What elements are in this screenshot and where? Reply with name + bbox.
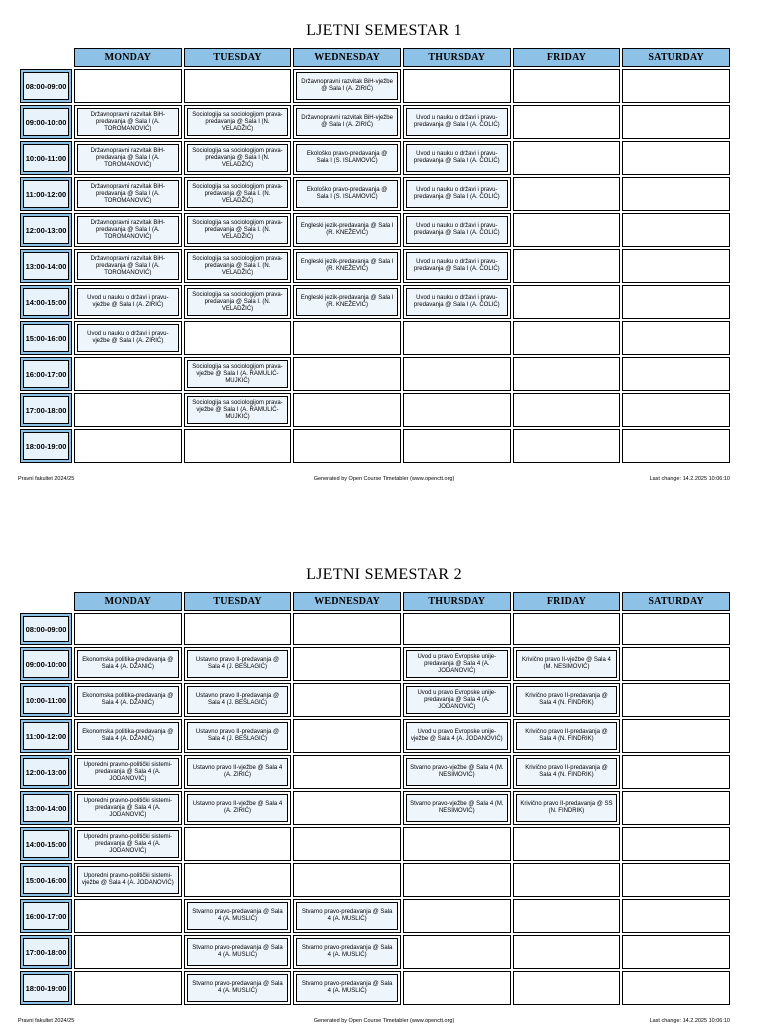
schedule-cell <box>293 613 401 645</box>
schedule-cell <box>403 105 511 139</box>
schedule-cell <box>293 105 401 139</box>
schedule-cell <box>513 647 621 681</box>
class-event: Uvod u nauku o državi i pravu-predavanja @ Sala I (A. ČOLIĆ) <box>406 252 508 280</box>
day-header-tuesday: TUESDAY <box>184 48 292 67</box>
time-cell <box>20 141 72 175</box>
time-cell <box>20 69 72 103</box>
schedule-cell <box>622 177 730 211</box>
time-label: 09:00-10:00 <box>23 650 69 678</box>
schedule-cell <box>184 141 292 175</box>
time-cell <box>20 863 72 897</box>
class-event: Stvarno pravo-predavanja @ Sala 4 (A. MUSLIĆ) <box>296 902 398 930</box>
time-label: 16:00-17:00 <box>23 902 69 930</box>
time-label: 14:00-15:00 <box>23 830 69 858</box>
class-event: Državnopravni razvitak BiH-predavanja @ Sala I (A. TOROMANOVIĆ) <box>77 216 179 244</box>
time-slot-row <box>20 719 730 753</box>
day-header-wednesday: WEDNESDAY <box>293 592 401 611</box>
time-slot-row <box>20 647 730 681</box>
schedule-cell <box>74 141 182 175</box>
time-slot-row <box>20 935 730 969</box>
schedule-cell <box>513 105 621 139</box>
class-event: Uporedni pravno-politički sistemi-predavanja @ Sala 4 (A. JODANOVIĆ) <box>77 794 179 822</box>
day-header-friday: FRIDAY <box>513 48 621 67</box>
class-event: Državnopravni razvitak BiH-vježbe @ Sala I (A. ZIRIĆ) <box>296 108 398 136</box>
time-label: 18:00-19:00 <box>23 974 69 1002</box>
schedule-cell <box>513 613 621 645</box>
time-cell <box>20 719 72 753</box>
time-cell <box>20 393 72 427</box>
day-header-friday: FRIDAY <box>513 592 621 611</box>
time-cell <box>20 935 72 969</box>
semester-1-page <box>0 0 768 500</box>
schedule-cell <box>513 827 621 861</box>
class-event: Uvod u nauku o državi i pravu-predavanja @ Sala I (A. ČOLIĆ) <box>406 144 508 172</box>
schedule-cell <box>184 177 292 211</box>
schedule-cell <box>184 393 292 427</box>
schedule-cell <box>184 683 292 717</box>
class-event: Uvod u pravo Evropske unije-predavanja @ Sala 4 (A. JODANOVIĆ) <box>406 686 508 714</box>
time-slot-row <box>20 683 730 717</box>
time-label: 11:00-12:00 <box>23 180 69 208</box>
semester-title: LJETNI SEMESTAR 1 <box>306 22 462 39</box>
class-event: Engleski jezik-predavanja @ Sala I (R. KNEŽEVIĆ) <box>296 288 398 316</box>
time-slot-row <box>20 177 730 211</box>
class-event: Stvarno pravo-predavanja @ Sala 4 (A. MUSLIĆ) <box>187 938 289 966</box>
class-event: Državnopravni razvitak BiH-predavanja @ Sala I (A. TOROMANOVIĆ) <box>77 108 179 136</box>
schedule-cell <box>74 357 182 391</box>
schedule-cell <box>403 285 511 319</box>
time-cell <box>20 755 72 789</box>
schedule-cell <box>74 647 182 681</box>
schedule-cell <box>293 755 401 789</box>
time-label: 12:00-13:00 <box>23 758 69 786</box>
schedule-cell <box>184 105 292 139</box>
schedule-cell <box>622 827 730 861</box>
schedule-cell <box>184 755 292 789</box>
schedule-cell <box>74 613 182 645</box>
class-event: Krivično pravo II-predavanja @ Sala 4 (N. FINDRIK) <box>516 722 618 750</box>
time-cell <box>20 683 72 717</box>
time-label: 17:00-18:00 <box>23 938 69 966</box>
time-label: 16:00-17:00 <box>23 360 69 388</box>
schedule-cell <box>74 177 182 211</box>
schedule-cell <box>513 321 621 355</box>
schedule-cell <box>622 285 730 319</box>
time-slot-row <box>20 393 730 427</box>
footer-left: Pravni fakultet 2024/25 <box>18 476 75 482</box>
schedule-cell <box>622 755 730 789</box>
time-label: 08:00-09:00 <box>23 72 69 100</box>
class-event: Ustavno pravo II-vježbe @ Sala 4 (A. ZIRIĆ) <box>187 794 289 822</box>
schedule-cell <box>513 393 621 427</box>
time-slot-row <box>20 213 730 247</box>
class-event: Ustavno pravo II-predavanja @ Sala 4 (J. BEŠLAGIĆ) <box>187 650 289 678</box>
schedule-cell <box>74 755 182 789</box>
schedule-cell <box>403 863 511 897</box>
schedule-cell <box>622 719 730 753</box>
schedule-cell <box>513 285 621 319</box>
schedule-cell <box>622 613 730 645</box>
time-cell <box>20 177 72 211</box>
schedule-cell <box>293 719 401 753</box>
day-header-saturday: SATURDAY <box>622 592 730 611</box>
schedule-cell <box>622 249 730 283</box>
schedule-cell <box>513 177 621 211</box>
class-event: Engleski jezik-predavanja @ Sala I (R. KNEŽEVIĆ) <box>296 216 398 244</box>
time-slot-row <box>20 429 730 463</box>
schedule-cell <box>513 755 621 789</box>
schedule-cell <box>74 429 182 463</box>
schedule-cell <box>513 683 621 717</box>
time-label: 09:00-10:00 <box>23 108 69 136</box>
schedule-cell <box>74 863 182 897</box>
time-slot-row <box>20 321 730 355</box>
time-label: 10:00-11:00 <box>23 686 69 714</box>
class-event: Sociologija sa sociologijom prava-predavanja @ Sala I. (N. VELADŽIĆ) <box>187 216 289 244</box>
schedule-cell <box>622 935 730 969</box>
class-event: Uvod u nauku o državi i pravu-predavanja @ Sala I (A. ČOLIĆ) <box>406 108 508 136</box>
time-cell <box>20 321 72 355</box>
footer-left: Pravni fakultet 2024/25 <box>18 1018 75 1024</box>
schedule-cell <box>293 357 401 391</box>
schedule-cell <box>403 357 511 391</box>
schedule-cell <box>513 69 621 103</box>
schedule-cell <box>403 141 511 175</box>
schedule-cell <box>74 683 182 717</box>
schedule-cell <box>74 935 182 969</box>
class-event: Državnopravni razvitak BiH-predavanja @ Sala I (A. TOROMANOVIĆ) <box>77 252 179 280</box>
class-event: Sociologija sa sociologijom prava-predavanja @ Sala I. (N. VELADŽIĆ) <box>187 288 289 316</box>
schedule-cell <box>74 899 182 933</box>
schedule-cell <box>184 935 292 969</box>
class-event: Sociologija sa sociologijom prava-predavanja @ Sala I (N. VELADŽIĆ) <box>187 144 289 172</box>
schedule-cell <box>184 285 292 319</box>
class-event: Uporedni pravno-politički sistemi-predavanja @ Sala 4 (A. JODANOVIĆ) <box>77 830 179 858</box>
day-header-monday: MONDAY <box>74 592 182 611</box>
time-cell <box>20 357 72 391</box>
schedule-cell <box>74 971 182 1005</box>
time-cell <box>20 213 72 247</box>
day-header-thursday: THURSDAY <box>403 592 511 611</box>
schedule-cell <box>513 213 621 247</box>
schedule-cell <box>74 719 182 753</box>
time-label: 14:00-15:00 <box>23 288 69 316</box>
schedule-cell <box>293 863 401 897</box>
schedule-cell <box>184 971 292 1005</box>
schedule-cell <box>74 791 182 825</box>
semester-2-page <box>0 544 768 1024</box>
schedule-cell <box>403 321 511 355</box>
class-event: Stvarno pravo-predavanja @ Sala 4 (A. MUSLIĆ) <box>296 974 398 1002</box>
schedule-cell <box>622 105 730 139</box>
class-event: Uporedni pravno-politički sistemi-predavanja @ Sala 4 (A. JODANOVIĆ) <box>77 758 179 786</box>
time-label: 10:00-11:00 <box>23 144 69 172</box>
day-header-thursday: THURSDAY <box>403 48 511 67</box>
class-event: Ekološko pravo-predavanja @ Sala I (S. ISLAMOVIĆ) <box>296 144 398 172</box>
time-cell <box>20 827 72 861</box>
schedule-cell <box>293 935 401 969</box>
class-event: Državnopravni razvitak BiH-vježbe @ Sala I (A. ZIRIĆ) <box>296 72 398 100</box>
schedule-cell <box>293 285 401 319</box>
schedule-cell <box>403 719 511 753</box>
footer-right: Last change: 14.2.2025 10:06:10 <box>649 1018 730 1024</box>
schedule-cell <box>184 647 292 681</box>
time-label: 08:00-09:00 <box>23 616 69 642</box>
footer-center: Generated by Open Course Timetabler (www.openctt.org) <box>313 476 455 482</box>
schedule-cell <box>293 141 401 175</box>
time-label: 15:00-16:00 <box>23 866 69 894</box>
header-corner <box>20 48 72 67</box>
class-event: Stvarno pravo-predavanja @ Sala 4 (A. MUSLIĆ) <box>296 938 398 966</box>
schedule-cell <box>184 429 292 463</box>
time-label: 13:00-14:00 <box>23 252 69 280</box>
class-event: Ustavno pravo II-predavanja @ Sala 4 (J. BEŠLAGIĆ) <box>187 722 289 750</box>
time-cell <box>20 899 72 933</box>
time-slot-row <box>20 285 730 319</box>
schedule-cell <box>513 719 621 753</box>
class-event: Sociologija sa sociologijom prava-vježbe @ Sala I (A. RAMULIĆ-MUJKIĆ) <box>187 360 289 388</box>
schedule-cell <box>184 321 292 355</box>
class-event: Ustavno pravo II-predavanja @ Sala 4 (J. BEŠLAGIĆ) <box>187 686 289 714</box>
time-label: 18:00-19:00 <box>23 432 69 460</box>
schedule-cell <box>403 429 511 463</box>
class-event: Ekonomska politika-predavanja @ Sala 4 (A. DŽANIĆ) <box>77 650 179 678</box>
class-event: Ekološko pravo-predavanja @ Sala I (S. ISLAMOVIĆ) <box>296 180 398 208</box>
schedule-cell <box>403 647 511 681</box>
schedule-cell <box>293 69 401 103</box>
schedule-cell <box>293 791 401 825</box>
schedule-cell <box>513 141 621 175</box>
class-event: Stvarno pravo-vježbe @ Sala 4 (M. NESIMOVIĆ) <box>406 794 508 822</box>
time-slot-row <box>20 827 730 861</box>
footer-center: Generated by Open Course Timetabler (www.openctt.org) <box>313 1018 455 1024</box>
class-event: Sociologija sa sociologijom prava-vježbe @ Sala I (A. RAMULIĆ-MUJKIĆ) <box>187 396 289 424</box>
class-event: Uvod u pravo Evropske unije-vježbe @ Sala 4 (A. JODANOVIĆ) <box>406 722 508 750</box>
schedule-cell <box>403 683 511 717</box>
schedule-cell <box>622 357 730 391</box>
day-header-tuesday: TUESDAY <box>184 592 292 611</box>
schedule-cell <box>293 393 401 427</box>
schedule-cell <box>403 899 511 933</box>
schedule-cell <box>74 105 182 139</box>
schedule-cell <box>184 719 292 753</box>
schedule-cell <box>403 69 511 103</box>
schedule-cell <box>74 213 182 247</box>
schedule-cell <box>622 683 730 717</box>
time-slot-row <box>20 791 730 825</box>
schedule-cell <box>622 971 730 1005</box>
schedule-cell <box>74 827 182 861</box>
time-label: 11:00-12:00 <box>23 722 69 750</box>
schedule-cell <box>74 249 182 283</box>
schedule-cell <box>293 899 401 933</box>
schedule-cell <box>293 647 401 681</box>
header-corner <box>20 592 72 611</box>
schedule-cell <box>184 863 292 897</box>
schedule-cell <box>513 429 621 463</box>
class-event: Stvarno pravo-vježbe @ Sala 4 (M. NESIMOVIĆ) <box>406 758 508 786</box>
schedule-cell <box>403 935 511 969</box>
day-header-wednesday: WEDNESDAY <box>293 48 401 67</box>
schedule-cell <box>403 213 511 247</box>
schedule-cell <box>184 827 292 861</box>
class-event: Ustavno pravo II-vježbe @ Sala 4 (A. ZIRIĆ) <box>187 758 289 786</box>
class-event: Krivično pravo II-predavanja @ SS (N. FINDRIK) <box>516 794 618 822</box>
schedule-cell <box>403 755 511 789</box>
schedule-cell <box>622 141 730 175</box>
class-event: Uvod u nauku o državi i pravu-predavanja @ Sala I (A. ČOLIĆ) <box>406 216 508 244</box>
schedule-cell <box>293 177 401 211</box>
time-label: 12:00-13:00 <box>23 216 69 244</box>
class-event: Krivično pravo II-predavanja @ Sala 4 (N. FINDRIK) <box>516 686 618 714</box>
schedule-cell <box>184 249 292 283</box>
schedule-cell <box>513 899 621 933</box>
schedule-cell <box>74 285 182 319</box>
class-event: Uvod u nauku o državi i pravu-vježbe @ Sala I (A. ZIRIĆ) <box>77 324 179 352</box>
time-cell <box>20 971 72 1005</box>
schedule-cell <box>622 393 730 427</box>
class-event: Državnopravni razvitak BiH-predavanja @ Sala I (A. TOROMANOVIĆ) <box>77 180 179 208</box>
schedule-cell <box>622 899 730 933</box>
class-event: Ekonomska politika-predavanja @ Sala 4 (A. DŽANIĆ) <box>77 686 179 714</box>
time-slot-row <box>20 357 730 391</box>
class-event: Sociologija sa sociologijom prava-predavanja @ Sala I. (N. VELADŽIĆ) <box>187 252 289 280</box>
schedule-cell <box>74 321 182 355</box>
class-event: Uvod u nauku o državi i pravu-vježbe @ Sala I (A. ZIRIĆ) <box>77 288 179 316</box>
time-cell <box>20 285 72 319</box>
schedule-cell <box>293 213 401 247</box>
time-cell <box>20 613 72 645</box>
schedule-cell <box>403 177 511 211</box>
class-event: Ekonomska politika-predavanja @ Sala 4 (A. DŽANIĆ) <box>77 722 179 750</box>
timetable-semester-1 <box>18 46 732 465</box>
schedule-cell <box>293 683 401 717</box>
time-slot-row <box>20 613 730 645</box>
schedule-cell <box>293 321 401 355</box>
class-event: Uvod u pravo Evropske unije-predavanja @ Sala 4 (A. JODANOVIĆ) <box>406 650 508 678</box>
schedule-cell <box>622 791 730 825</box>
schedule-cell <box>184 69 292 103</box>
schedule-cell <box>293 827 401 861</box>
schedule-cell <box>293 971 401 1005</box>
class-event: Uporedni pravno-politički sistemi-vježbe @ Sala 4 (A. JODANOVIĆ) <box>77 866 179 894</box>
time-slot-row <box>20 105 730 139</box>
class-event: Krivično pravo II-vježbe @ Sala 4 (M. NESIMOVIĆ) <box>516 650 618 678</box>
semester-title: LJETNI SEMESTAR 2 <box>306 566 462 583</box>
schedule-cell <box>513 791 621 825</box>
time-label: 17:00-18:00 <box>23 396 69 424</box>
time-slot-row <box>20 249 730 283</box>
schedule-cell <box>622 863 730 897</box>
schedule-cell <box>293 429 401 463</box>
schedule-cell <box>513 935 621 969</box>
schedule-cell <box>513 863 621 897</box>
schedule-cell <box>622 321 730 355</box>
time-cell <box>20 249 72 283</box>
class-event: Uvod u nauku o državi i pravu-predavanja @ Sala I (A. ČOLIĆ) <box>406 288 508 316</box>
class-event: Sociologija sa sociologijom prava-predavanja @ Sala I. (N. VELADŽIĆ) <box>187 180 289 208</box>
time-slot-row <box>20 971 730 1005</box>
time-cell <box>20 429 72 463</box>
schedule-cell <box>403 791 511 825</box>
schedule-cell <box>403 249 511 283</box>
schedule-cell <box>622 69 730 103</box>
time-slot-row <box>20 899 730 933</box>
schedule-cell <box>403 393 511 427</box>
schedule-cell <box>184 213 292 247</box>
time-cell <box>20 647 72 681</box>
class-event: Krivično pravo II-predavanja @ Sala 4 (N. FINDRIK) <box>516 758 618 786</box>
time-slot-row <box>20 863 730 897</box>
schedule-cell <box>74 393 182 427</box>
schedule-cell <box>513 357 621 391</box>
timetable-semester-2 <box>18 590 732 1007</box>
footer-right: Last change: 14.2.2025 10:06:10 <box>649 476 730 482</box>
schedule-cell <box>513 249 621 283</box>
class-event: Sociologija sa sociologijom prava-predavanja @ Sala I (N. VELADŽIĆ) <box>187 108 289 136</box>
time-slot-row <box>20 69 730 103</box>
time-cell <box>20 791 72 825</box>
schedule-cell <box>403 613 511 645</box>
class-event: Uvod u nauku o državi i pravu-predavanja @ Sala I (A. ČOLIĆ) <box>406 180 508 208</box>
schedule-cell <box>184 899 292 933</box>
class-event: Stvarno pravo-predavanja @ Sala 4 (A. MUSLIĆ) <box>187 974 289 1002</box>
time-label: 13:00-14:00 <box>23 794 69 822</box>
time-slot-row <box>20 755 730 789</box>
time-label: 15:00-16:00 <box>23 324 69 352</box>
time-cell <box>20 105 72 139</box>
schedule-cell <box>293 249 401 283</box>
schedule-cell <box>513 971 621 1005</box>
schedule-cell <box>184 613 292 645</box>
schedule-cell <box>622 429 730 463</box>
schedule-cell <box>184 791 292 825</box>
schedule-cell <box>184 357 292 391</box>
schedule-cell <box>74 69 182 103</box>
schedule-cell <box>403 827 511 861</box>
schedule-cell <box>622 213 730 247</box>
class-event: Stvarno pravo-predavanja @ Sala 4 (A. MUSLIĆ) <box>187 902 289 930</box>
schedule-cell <box>622 647 730 681</box>
schedule-cell <box>403 971 511 1005</box>
day-header-saturday: SATURDAY <box>622 48 730 67</box>
day-header-monday: MONDAY <box>74 48 182 67</box>
class-event: Državnopravni razvitak BiH-predavanja @ Sala I (A. TOROMANOVIĆ) <box>77 144 179 172</box>
time-slot-row <box>20 141 730 175</box>
class-event: Engleski jezik-predavanja @ Sala I (R. KNEŽEVIĆ) <box>296 252 398 280</box>
